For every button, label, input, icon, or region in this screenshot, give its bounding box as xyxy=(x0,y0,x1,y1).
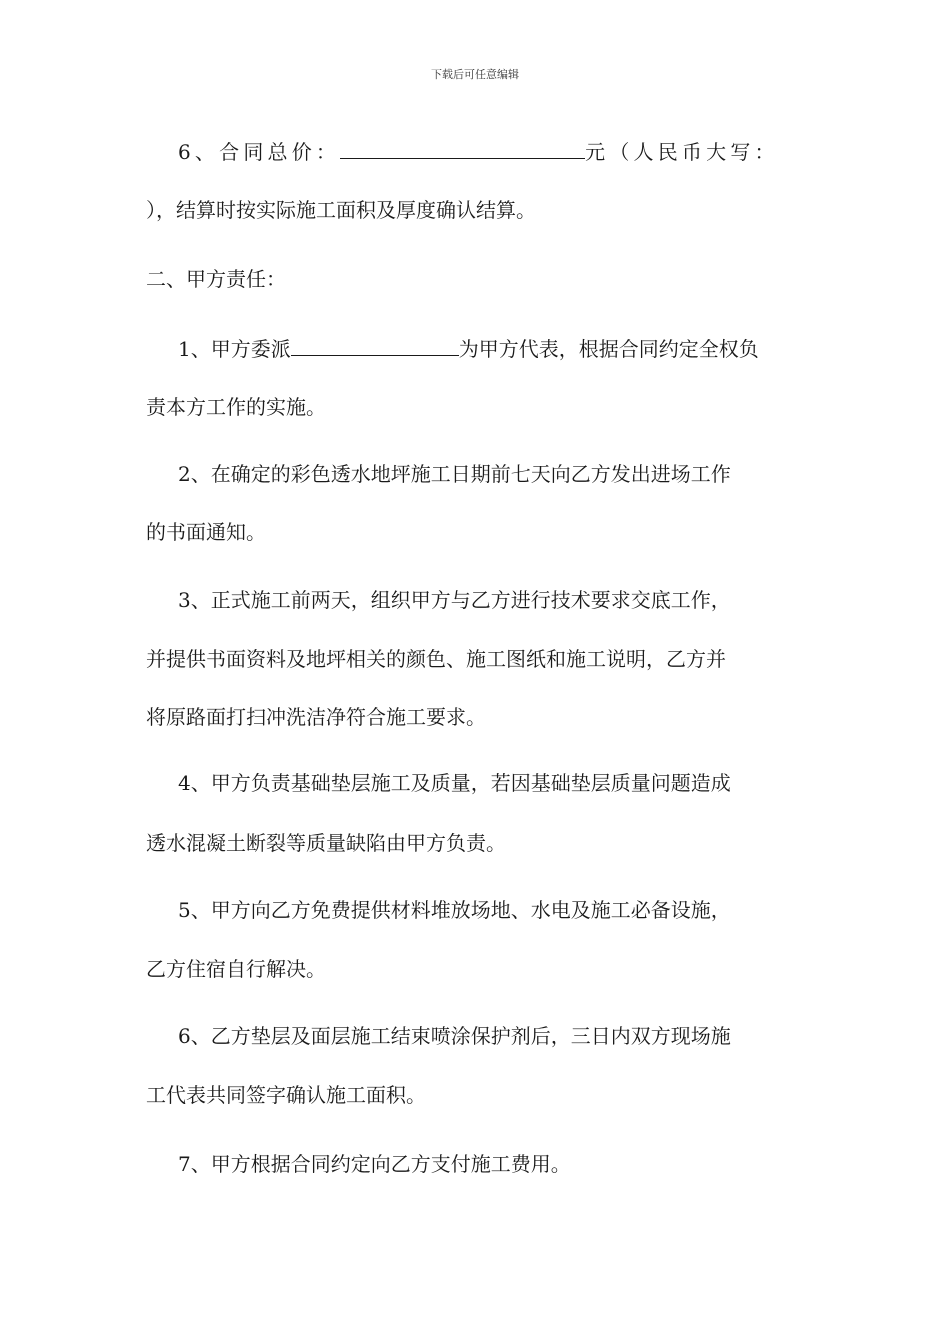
item-4-line-1: 4、甲方负责基础垫层施工及质量，若因基础垫层质量问题造成 xyxy=(178,771,731,795)
item-3-line-3: 将原路面打扫冲洗洁净符合施工要求。 xyxy=(146,705,486,729)
representative-blank xyxy=(291,333,459,356)
item-4-line-2: 透水混凝土断裂等质量缺陷由甲方负责。 xyxy=(146,831,506,855)
item-5-line-1: 5、甲方向乙方免费提供材料堆放场地、水电及施工必备设施， xyxy=(178,898,731,922)
item-6-line-2: 工代表共同签字确认施工面积。 xyxy=(146,1083,426,1107)
item-2-line-1: 2、在确定的彩色透水地坪施工日期前七天向乙方发出进场工作 xyxy=(178,462,731,486)
item-1-suffix: 为甲方代表，根据合同约定全权负 xyxy=(458,337,759,361)
item-2-line-2: 的书面通知。 xyxy=(146,520,266,544)
section-2-heading: 二、甲方责任： xyxy=(146,267,286,291)
item-3-line-2: 并提供书面资料及地坪相关的颜色、施工图纸和施工说明，乙方并 xyxy=(146,647,726,671)
item-1-prefix: 1、甲方委派 xyxy=(178,337,291,361)
item-1-line-1 xyxy=(178,333,759,363)
clause-6-prefix: 6、合同总价： xyxy=(178,140,341,164)
clause-6-line-1 xyxy=(178,136,779,166)
item-3-line-1: 3、正式施工前两天，组织甲方与乙方进行技术要求交底工作， xyxy=(178,588,731,612)
item-6-line-1: 6、乙方垫层及面层施工结束喷涂保护剂后，三日内双方现场施 xyxy=(178,1024,731,1048)
clause-6-suffix: 元（人民币大写： xyxy=(585,140,779,164)
item-7-line-1: 7、甲方根据合同约定向乙方支付施工费用。 xyxy=(178,1152,571,1176)
clause-6-line-2: ），结算时按实际施工面积及厚度确认结算。 xyxy=(146,198,536,222)
total-price-blank xyxy=(340,136,585,159)
item-1-line-2: 责本方工作的实施。 xyxy=(146,395,326,419)
item-5-line-2: 乙方住宿自行解决。 xyxy=(146,957,326,981)
page-header: 下载后可任意编辑 xyxy=(431,68,519,81)
